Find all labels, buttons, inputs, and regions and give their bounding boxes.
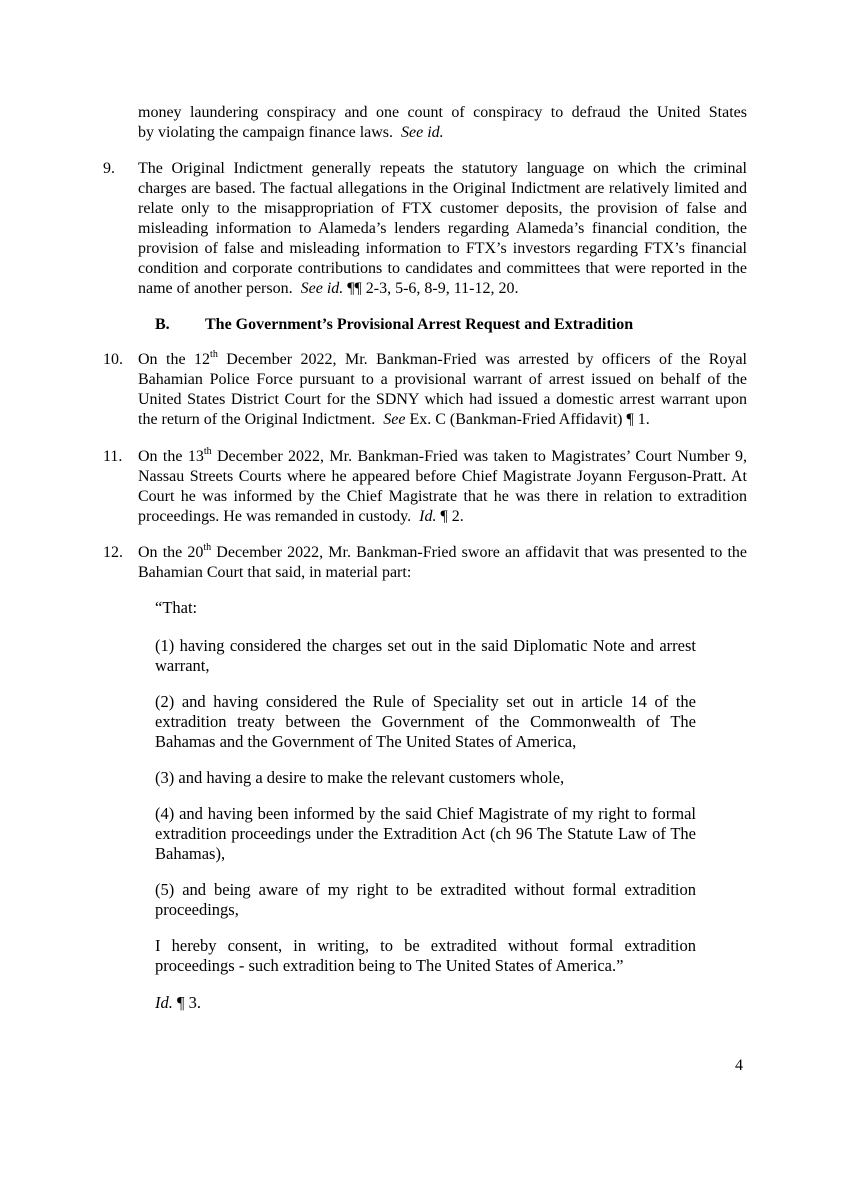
section-b-letter: B. <box>155 316 170 333</box>
paragraph-8-continuation <box>138 103 747 143</box>
paragraph-8-line-2 <box>138 123 747 143</box>
paragraph-11-citation-rest: ¶ 2. <box>440 508 464 525</box>
paragraph-8-citation: See id. <box>401 124 444 141</box>
paragraph-9-citation-rest: ¶¶ 2-3, 5-6, 8-9, 11-12, 20. <box>347 280 519 297</box>
quote-opening: “That: <box>155 598 198 617</box>
paragraph-10-citation-rest: Ex. C (Bankman-Fried Affidavit) ¶ 1. <box>409 411 650 428</box>
paragraph-9-number: 9. <box>103 160 115 177</box>
paragraph-11-citation: Id. <box>419 508 437 525</box>
paragraph-10-number: 10. <box>103 351 123 368</box>
paragraph-9 <box>138 159 747 299</box>
quote-item-5: (5) and being aware of my right to be extradited without formal extradition proceedings, <box>155 880 696 919</box>
quote-item-4: (4) and having been informed by the said Chief Magistrate of my right to formal extradition proceedings under the Extradition Act (ch 96 The Statute Law of The Bahamas), <box>155 804 696 863</box>
quote-citation <box>155 993 696 1013</box>
paragraph-12 <box>138 543 747 583</box>
section-b-heading <box>155 315 633 335</box>
paragraph-11-lead: On the 13 <box>138 448 204 465</box>
page-number: 4 <box>735 1057 743 1074</box>
quote-citation-id: Id. <box>155 993 173 1012</box>
paragraph-12-text: December 2022, Mr. Bankman-Fried swore an affidavit that was presented to the Bahamian Court that said, in material part: <box>138 544 747 581</box>
paragraph-9-citation: See id. <box>300 280 344 297</box>
quote-item-3: (3) and having a desire to make the relevant customers whole, <box>155 768 565 787</box>
paragraph-12-ordinal: th <box>203 542 212 553</box>
paragraph-11-text: December 2022, Mr. Bankman-Fried was taken to Magistrates’ Court Number 9, Nassau Streets Courts where he appeared before Chief Magistrate Joyann Ferguson-Pratt. At Court he was informed by the Chief Magistrate that he was there in relation to extradition proceedings. He was remanded in custody. <box>138 448 748 525</box>
paragraph-11-number: 11. <box>103 448 123 465</box>
paragraph-10-ordinal: th <box>210 349 218 360</box>
paragraph-11-ordinal: th <box>203 446 212 457</box>
paragraph-12-lead: On the 20 <box>138 544 204 561</box>
paragraph-8-line-1: money laundering conspiracy and one count of conspiracy to defraud the United States <box>138 104 747 121</box>
quote-item-2: (2) and having considered the Rule of Speciality set out in article 14 of the extradition treaty between the Government of the Commonwealth of The Bahamas and the Government of The United States of America, <box>155 692 696 751</box>
paragraph-12-number: 12. <box>103 544 123 561</box>
paragraph-10-text: December 2022, Mr. Bankman-Fried was arrested by officers of the Royal Bahamian Police Force pursuant to a provisional warrant of arrest issued on behalf of the United States District Court for the SDNY which had issued a domestic arrest warrant upon the return of the Original Indictment. <box>138 351 747 428</box>
paragraph-10 <box>138 350 747 430</box>
quote-consent: I hereby consent, in writing, to be extradited without formal extradition proceedings - such extradition being to The United States of America.” <box>155 936 696 975</box>
paragraph-11 <box>138 447 747 527</box>
paragraph-10-lead: On the 12 <box>138 351 211 368</box>
quote-citation-rest: ¶ 3. <box>177 993 201 1012</box>
paragraph-9-text: The Original Indictment generally repeats the statutory language on which the criminal charges are based. The factual allegations in the Original Indictment are relatively limited and relate only to the misappropriation of FTX customer deposits, the provision of false and misleading information to Alameda’s lenders regarding Alameda’s financial condition, the provision of false and misleading information to FTX’s investors regarding FTX’s financial condition and corporate contributions to candidates and committees that were reported in the name of another person. <box>138 160 747 297</box>
paragraph-10-citation: See <box>383 411 406 428</box>
quote-item-1: (1) having considered the charges set out in the said Diplomatic Note and arrest warrant, <box>155 636 696 675</box>
section-b-title: The Government’s Provisional Arrest Request and Extradition <box>205 316 634 333</box>
paragraph-8-text: by violating the campaign finance laws. <box>138 124 394 141</box>
